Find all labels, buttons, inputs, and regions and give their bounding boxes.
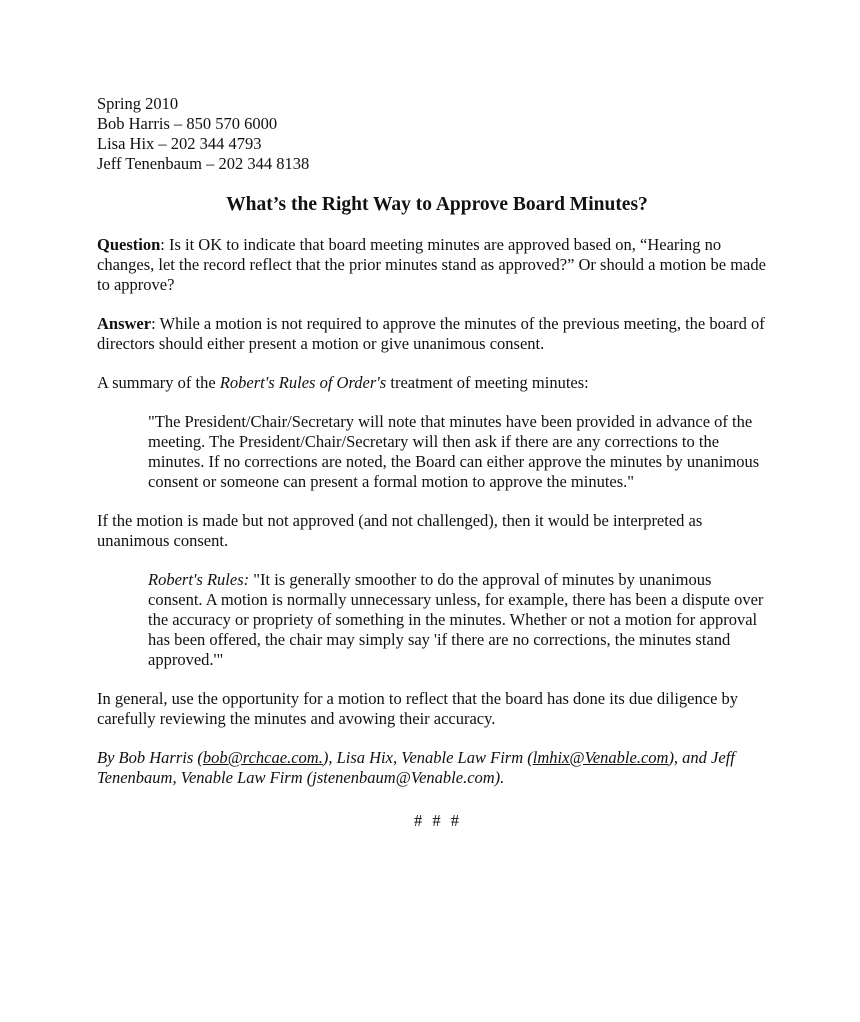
email-link-lisa[interactable]: lmhix@Venable.com bbox=[532, 748, 669, 767]
byline-part1: By Bob Harris ( bbox=[97, 748, 203, 767]
roberts-rules-label: Robert's Rules: bbox=[148, 570, 250, 589]
summary-intro-before: A summary of the bbox=[97, 373, 220, 392]
byline bbox=[97, 748, 777, 788]
header-date: Spring 2010 bbox=[97, 94, 179, 113]
answer-label: Answer bbox=[97, 314, 152, 333]
byline-part3: ), and Jeff Tenenbaum, Venable Law Firm (jstenenbaum@Venable.com). bbox=[97, 748, 735, 787]
answer-paragraph bbox=[97, 314, 777, 354]
summary-intro-paragraph bbox=[97, 373, 777, 393]
end-mark: # # # bbox=[414, 811, 460, 830]
answer-text: : While a motion is not required to approve the minutes of the previous meeting, the board of directors should either present a motion or give unanimous consent. bbox=[97, 314, 765, 353]
roberts-rules-quote bbox=[148, 570, 764, 670]
header-contact-bob: Bob Harris – 850 570 6000 bbox=[97, 114, 278, 133]
header-contact-lisa: Lisa Hix – 202 344 4793 bbox=[97, 134, 262, 153]
question-paragraph bbox=[97, 235, 777, 295]
header-contact-jeff: Jeff Tenenbaum – 202 344 8138 bbox=[97, 154, 310, 173]
roberts-rules-text: "It is generally smoother to do the approval of minutes by unanimous consent. A motion is normally unnecessary unless, for example, there has been a dispute over the accuracy or propriety of something in the minutes. Whether or not a motion for approval has been offered, the chair may simply say 'if there are no corrections, the minutes stand approved.'" bbox=[148, 570, 764, 669]
document-title: What’s the Right Way to Approve Board Minutes? bbox=[226, 194, 648, 215]
question-label: Question bbox=[97, 235, 161, 254]
question-text: : Is it OK to indicate that board meeting minutes are approved based on, “Hearing no changes, let the record reflect that the prior minutes stand as approved?” Or should a motion be made to approve? bbox=[97, 235, 766, 294]
document-body bbox=[97, 94, 777, 831]
minutes-procedure-quote: "The President/Chair/Secretary will note that minutes have been provided in advance of the meeting. The President/Chair/Secretary will then ask if there are any corrections to the minutes. If no corrections are noted, the Board can either approve the minutes by unanimous consent or someone can present a formal motion to approve the minutes." bbox=[148, 412, 760, 491]
motion-paragraph: If the motion is made but not approved (and not challenged), then it would be interpreted as unanimous consent. bbox=[97, 511, 703, 550]
summary-intro-after: treatment of meeting minutes: bbox=[386, 373, 589, 392]
byline-part2: ), Lisa Hix, Venable Law Firm ( bbox=[322, 748, 533, 767]
email-link-bob[interactable]: bob@rchcae.com. bbox=[202, 748, 323, 767]
contact-header bbox=[97, 94, 777, 174]
summary-intro-italic: Robert's Rules of Order's bbox=[219, 373, 387, 392]
general-paragraph: In general, use the opportunity for a motion to reflect that the board has done its due diligence by carefully reviewing the minutes and avowing their accuracy. bbox=[97, 689, 739, 728]
